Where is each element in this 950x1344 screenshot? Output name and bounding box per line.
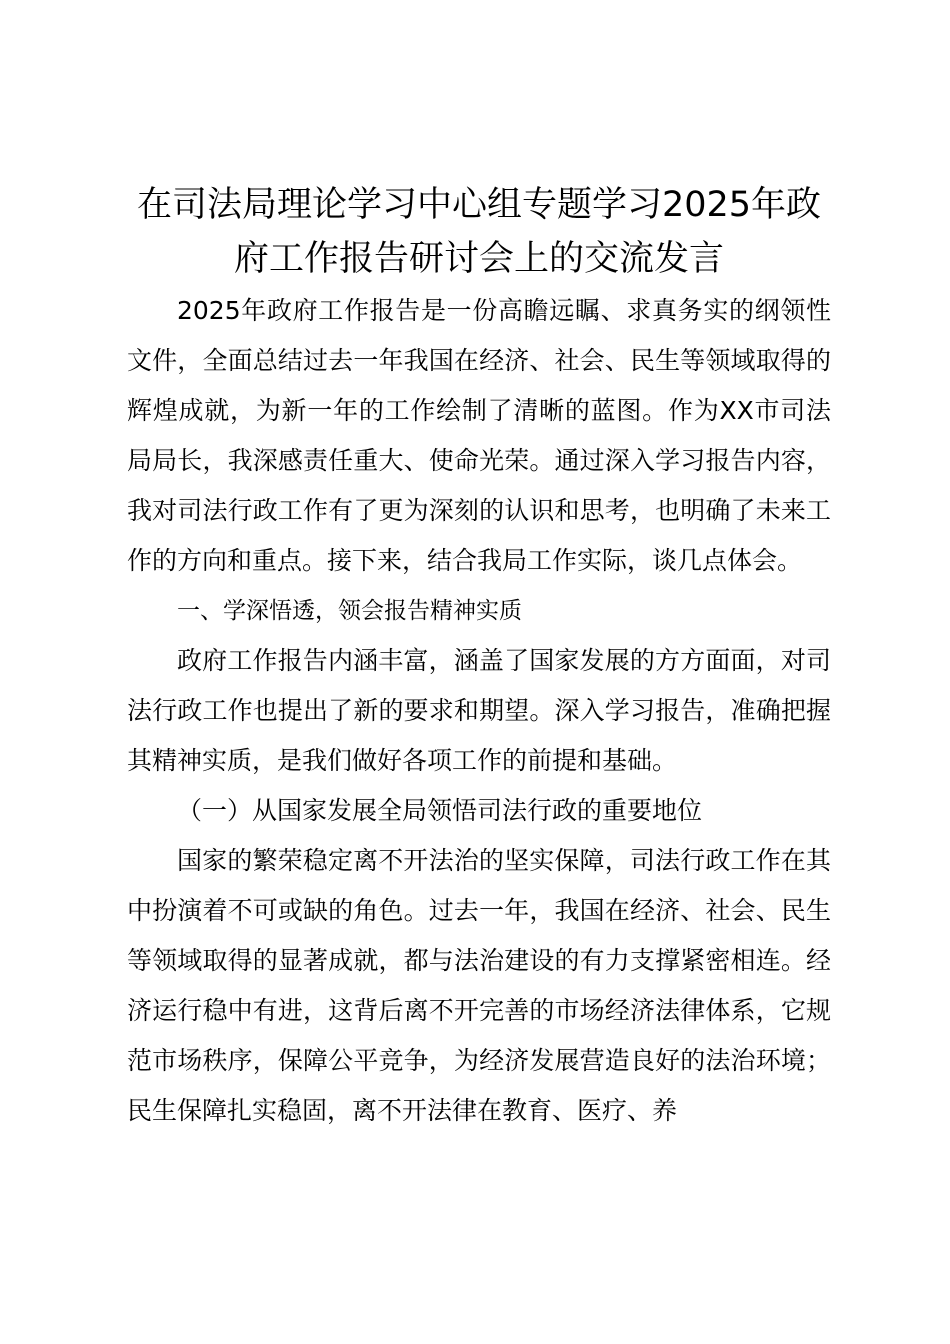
subsection-heading: （一）从国家发展全局领悟司法行政的重要地位: [177, 796, 703, 825]
subsection-paragraph: 国家的繁荣稳定离不开法治的坚实保障，司法行政工作在其中扮演着不可或缺的角色。过去一年，我国在经济、社会、民生等领域取得的显著成就，都与法治建设的有力支撑紧密相连。经济运行稳中有进，这背后离不开完善的市场经济法律体系，它规范市场秩序，保障公平竞争，为经济发展营造良好的法治环境；民生保障扎实稳固，离不开法律在教育、医疗、养: [127, 846, 831, 1125]
section-heading: 一、学深悟透，领会报告精神实质: [177, 598, 522, 624]
document-title: 在司法局理论学习中心组专题学习2025年政府工作报告研讨会上的交流发言: [136, 185, 822, 279]
section-paragraph: 政府工作报告内涵丰富，涵盖了国家发展的方方面面，对司法行政工作也提出了新的要求和期望。深入学习报告，准确把握其精神实质，是我们做好各项工作的前提和基础。: [127, 646, 831, 775]
document-body: [127, 178, 831, 1136]
intro-paragraph: 2025年政府工作报告是一份高瞻远瞩、求真务实的纲领性文件，全面总结过去一年我国在经济、社会、民生等领域取得的辉煌成就，为新一年的工作绘制了清晰的蓝图。作为XX市司法局局长，我深感责任重大、使命光荣。通过深入学习报告内容，我对司法行政工作有了更为深刻的认识和思考，也明确了未来工作的方向和重点。接下来，结合我局工作实际，谈几点体会。: [127, 296, 831, 575]
